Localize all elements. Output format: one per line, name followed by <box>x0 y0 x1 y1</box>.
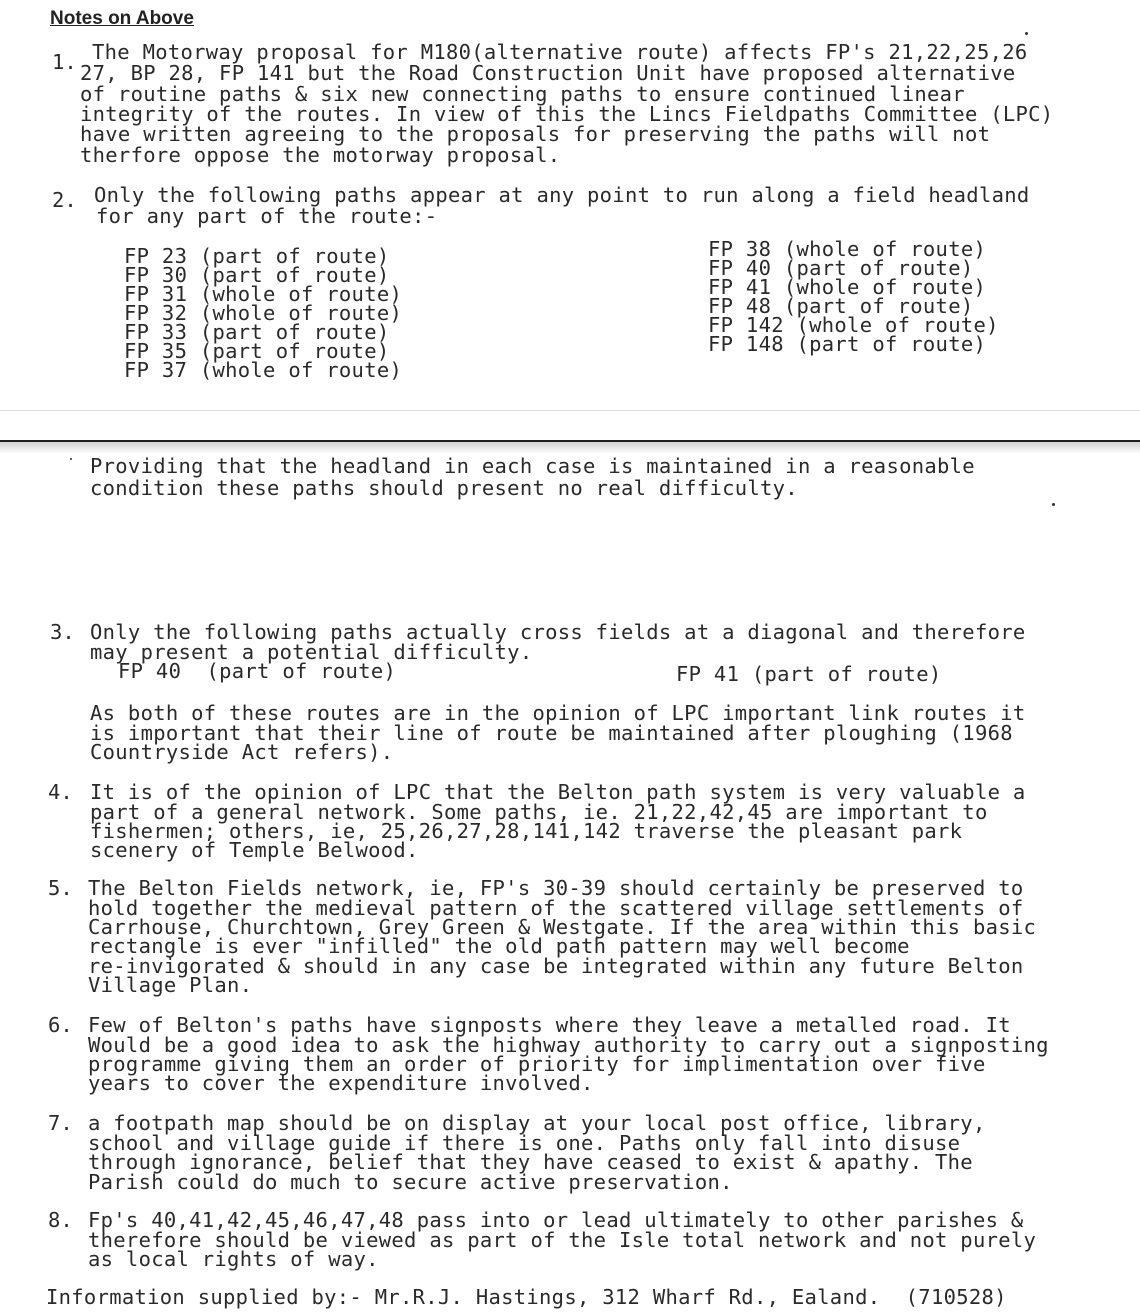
note-8-line: Fp's 40,41,42,45,46,47,48 pass into or lead ultimately to other parishes & <box>88 1208 1024 1232</box>
note-2-line: for any part of the route:- <box>96 204 438 228</box>
path-list-item: FP 148 (part of route) <box>708 332 987 356</box>
note-2-continuation: Providing that the headland in each case is maintained in a reasonable <box>90 454 975 478</box>
note-6-number: 6. <box>48 1013 73 1037</box>
path-list-item: FP 33 (part of route) <box>124 320 390 344</box>
note-3-number: 3. <box>50 620 75 644</box>
note-6-line: programme giving them an order of priority for implimentation over five <box>88 1052 986 1076</box>
note-6-line: Would be a good idea to ask the highway authority to carry out a signposting <box>88 1033 1049 1057</box>
note-6-line: years to cover the expenditure involved. <box>88 1071 594 1095</box>
note-4-line: part of a general network. Some paths, ie. 21,22,42,45 are important to <box>90 800 988 824</box>
note-8-line: as local rights of way. <box>88 1247 379 1271</box>
path-list-item: FP 38 (whole of route) <box>708 237 987 261</box>
note-1-number: 1. <box>52 50 77 74</box>
paper-fold-shadow <box>0 442 1140 454</box>
note-3-continuation: As both of these routes are in the opinion of LPC important link routes it <box>90 701 1026 725</box>
note-2-number: 2. <box>52 188 77 212</box>
note-1-line: have written agreeing to the proposals for preserving the paths will not <box>80 122 991 146</box>
path-list-item: FP 31 (whole of route) <box>124 282 403 306</box>
path-list-item: FP 40 (part of route) <box>708 256 974 280</box>
note-1-line: integrity of the routes. In view of this the Lincs Fieldpaths Committee (LPC) <box>80 102 1054 126</box>
note-1-line: of routine paths & six new connecting paths to ensure continued linear <box>80 82 965 106</box>
note-5-line: Carrhouse, Churchtown, Grey Green & Westgate. If the area within this basic <box>88 915 1037 939</box>
note-1-line: therfore oppose the motorway proposal. <box>80 143 561 167</box>
note-8-number: 8. <box>48 1208 73 1232</box>
path-list-item: FP 142 (whole of route) <box>708 313 999 337</box>
note-8-line: therefore should be viewed as part of the Isle total network and not purely <box>88 1228 1037 1252</box>
note-4-number: 4. <box>48 780 73 804</box>
path-list-item: FP 40 (part of route) <box>118 659 397 683</box>
page-title: Notes on Above <box>50 8 194 29</box>
path-list-item: FP 35 (part of route) <box>124 339 390 363</box>
note-1-line: 27, BP 28, FP 141 but the Road Construction Unit have proposed alternative <box>80 61 1016 85</box>
path-list-item: FP 48 (part of route) <box>708 294 974 318</box>
path-list-item: FP 30 (part of route) <box>124 263 390 287</box>
note-4-line: fishermen; others, ie, 25,26,27,28,141,142 traverse the pleasant park <box>90 819 963 843</box>
note-3-continuation: is important that their line of route be maintained after ploughing (1968 <box>90 721 1013 745</box>
note-5-line: hold together the medieval pattern of the scattered village settlements of <box>88 896 1024 920</box>
path-list-item: FP 41 (part of route) <box>676 662 942 686</box>
scan-speck <box>70 458 72 460</box>
note-7-line: through ignorance, belief that they have ceased to exist & apathy. The <box>88 1150 973 1174</box>
note-4-line: scenery of Temple Belwood. <box>90 838 419 862</box>
note-4-line: It is of the opinion of LPC that the Belton path system is very valuable a <box>90 780 1026 804</box>
note-5-line: rectangle is ever "infilled" the old path pattern may well become <box>88 934 910 958</box>
note-5-line: re-invigorated & should in any case be integrated within any future Belton <box>88 954 1024 978</box>
note-5-line: The Belton Fields network, ie, FP's 30-39 should certainly be preserved to <box>88 876 1024 900</box>
note-5-number: 5. <box>48 876 73 900</box>
path-list-item: FP 37 (whole of route) <box>124 358 403 382</box>
note-7-number: 7. <box>48 1111 73 1135</box>
note-7-line: a footpath map should be on display at your local post office, library, <box>88 1111 986 1135</box>
paper-crease <box>0 410 1140 411</box>
note-3-line: Only the following paths actually cross fields at a diagonal and therefore <box>90 620 1026 644</box>
path-list-item: FP 41 (whole of route) <box>708 275 987 299</box>
note-2-line: Only the following paths appear at any point to run along a field headland <box>94 183 1030 207</box>
note-3-continuation: Countryside Act refers). <box>90 740 394 764</box>
scan-speck <box>1052 503 1055 506</box>
note-1-line: The Motorway proposal for M180(alternative route) affects FP's 21,22,25,26 <box>92 40 1028 64</box>
path-list-item: FP 32 (whole of route) <box>124 301 403 325</box>
note-5-line: Village Plan. <box>88 973 253 997</box>
path-list-item: FP 23 (part of route) <box>124 244 390 268</box>
footer-credit: Information supplied by:- Mr.R.J. Hastings, 312 Wharf Rd., Ealand. (710528) <box>46 1285 1007 1309</box>
scan-speck <box>1025 32 1028 35</box>
note-7-line: school and village guide if there is one. Paths only fall into disuse <box>88 1131 961 1155</box>
note-7-line: Parish could do much to secure active preservation. <box>88 1170 733 1194</box>
note-2-continuation: condition these paths should present no real difficulty. <box>90 476 798 500</box>
note-6-line: Few of Belton's paths have signposts where they leave a metalled road. It <box>88 1013 1011 1037</box>
note-3-line: may present a potential difficulty. <box>90 640 533 664</box>
